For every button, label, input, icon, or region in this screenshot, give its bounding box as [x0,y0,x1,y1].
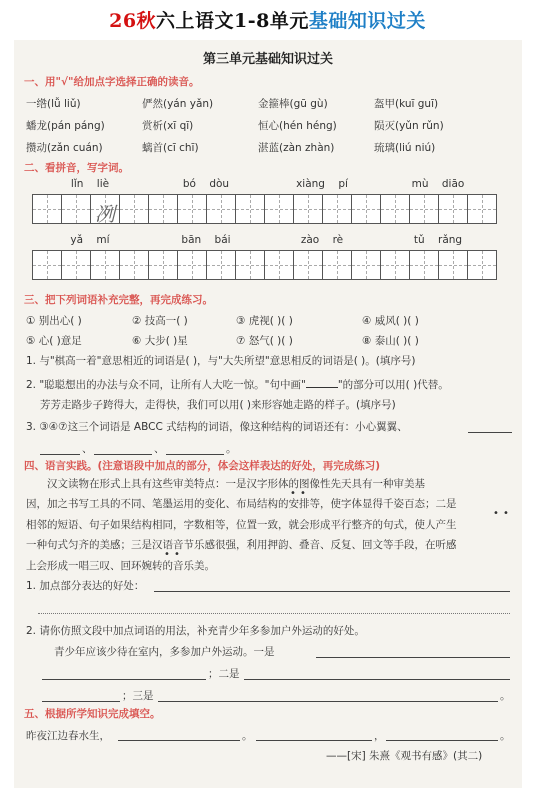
char-box[interactable] [380,250,410,280]
answer-line[interactable] [38,613,510,614]
idiom-blank[interactable]: ⑥ 大步( )星 [132,335,188,347]
idiom-blank[interactable]: ② 技高一( ) [132,315,188,327]
pinyin-group [148,234,264,280]
separator: 、 [82,443,93,455]
pinyin-option[interactable]: 攒动(zǎn cuán) [26,142,103,154]
header-topic: 基础知识过关 [308,10,426,32]
poem-line: 昨夜江边春水生， [26,730,110,742]
worksheet-title: 第三单元基础知识过关 [202,52,333,67]
passage-line: 汉文读物在形式上具有这些审美特点：一是汉字形体的图像性先天具有一种审美基 [47,478,425,490]
pinyin-group [32,234,148,280]
answer-line[interactable] [244,679,510,680]
poem-source: ——[宋] 朱熹《观书有感》(其二) [326,750,483,762]
char-box[interactable] [293,194,323,224]
char-box[interactable] [148,250,178,280]
label-two: ；二是 [208,668,240,680]
header-term: 26秋 [109,10,157,32]
char-box[interactable] [293,250,323,280]
answer-line[interactable] [316,657,510,658]
separator: 。 [500,730,511,742]
char-box[interactable] [380,194,410,224]
char-box[interactable] [206,194,236,224]
answer-line[interactable] [166,454,224,455]
passage [26,494,511,576]
question-3-3: 3. ③④⑦这三个词语是 ABCC 式结构的词语，像这种结构的词语还有：小心翼翼、 [26,421,408,433]
char-box[interactable] [32,194,62,224]
pinyin-label: xiàng pí [296,178,348,190]
emphasis-dot: • [300,488,306,499]
pinyin-option[interactable]: 俨然(yán yǎn) [142,98,214,110]
char-box[interactable] [438,194,468,224]
separator: ， [374,730,385,742]
question-4-1: 1. 加点部分表达的好处： [26,580,145,592]
char-box[interactable] [90,250,120,280]
pinyin-option[interactable]: 金箍棒(gū gù) [258,98,328,110]
emphasis-dot: • [164,549,170,560]
pinyin-group [380,234,496,280]
pinyin-option[interactable]: 一绺(lǚ liǔ) [26,98,81,110]
char-box[interactable] [235,250,265,280]
pinyin-group [264,234,380,280]
char-box[interactable] [322,194,352,224]
pinyin-option[interactable]: 蟠龙(pán páng) [26,120,105,132]
char-box[interactable] [322,250,352,280]
emphasis-dot: • [493,508,499,519]
passage [26,474,511,495]
question-3-1: 1. 与"棋高一着"意思相近的词语是( )，与"大失所望"意思相反的词语是( )。(填序号) [26,355,416,367]
char-box[interactable] [119,250,149,280]
idiom-blank[interactable]: ④ 威风( )( ) [362,315,419,327]
pinyin-label: bān bái [181,234,231,246]
pinyin-label: yǎ mí [70,234,110,246]
pinyin-label: zào rè [300,234,344,246]
idiom-blank[interactable]: ③ 虎视( )( ) [236,315,293,327]
emphasis-dot: • [174,549,180,560]
pinyin-option[interactable]: 赏析(xī qī) [142,120,194,132]
section3-title: 三、把下列词语补充完整，再完成练习。 [24,294,213,306]
idiom-blank[interactable]: ⑤ 心( )意足 [26,335,82,347]
answer-line[interactable] [386,740,498,741]
pinyin-option[interactable]: 螭首(cī chī) [142,142,199,154]
passage-line: 相邻的短语、句子如果结构相同，字数相等，位置一致，就会形成平行整齐的句式，使人产生 [26,518,457,531]
label-three: ；三是 [122,690,154,702]
char-box[interactable] [61,250,91,280]
answer-line[interactable] [42,701,120,702]
pinyin-option[interactable]: 琉璃(liú niú) [374,142,436,154]
answer-line[interactable] [154,591,510,592]
section4-title: 四、语言实践。(注意语段中加点的部分，体会这样表达的好处，再完成练习) [24,460,381,472]
answer-line[interactable] [94,454,152,455]
emphasis-dot: • [503,508,509,519]
section2-title: 二、看拼音，写字词。 [24,162,129,174]
section5-title: 五、根据所学知识完成填空。 [24,708,161,720]
header-grade: 六上语文1-8单元 [156,10,309,32]
passage-line: 一种句式匀齐的美感；三是汉语音节乐感很强，利用押韵、叠音、反复、回文等手段，在听感 [26,539,457,551]
passage-line: 因，加之书写工具的不同、笔墨运用的变化、布局结构的安排等，使字体显得千姿百态；二是 [26,498,457,510]
page-header [0,6,535,33]
pinyin-label: bó dòu [182,178,230,190]
question-4-2: 2. 请你仿照文段中加点词语的用法，补充青少年多参加户外运动的好处。 [26,625,365,637]
answer-line[interactable] [118,740,240,741]
char-box[interactable] [264,194,294,224]
pinyin-label: mù diāo [411,178,465,190]
char-box[interactable] [409,194,439,224]
separator: 。 [500,690,511,702]
separator: 。 [226,443,237,455]
char-box[interactable] [177,194,207,224]
idiom-blank[interactable]: ⑧ 泰山( )( ) [362,335,419,347]
pinyin-option[interactable]: 盔甲(kuī guī) [374,98,439,110]
separator: 。 [242,730,253,742]
idiom-blank[interactable]: ⑦ 怒气( )( ) [236,335,293,347]
char-box[interactable] [32,250,62,280]
pinyin-group [380,178,496,224]
char-box[interactable] [264,250,294,280]
pinyin-option[interactable]: 陨灭(yǔn rǔn) [374,120,444,132]
answer-line[interactable] [256,740,372,741]
question-4-2-prompt: 青少年应该少待在室内，多参加户外运动。一是 [54,646,275,658]
answer-line[interactable] [40,454,80,455]
pinyin-option[interactable]: 湛蓝(zàn zhàn) [258,142,335,154]
pinyin-group [148,178,264,224]
char-box[interactable] [177,250,207,280]
char-box[interactable] [206,250,236,280]
char-box[interactable] [148,194,178,224]
char-box[interactable]: 冽 [90,194,120,224]
question-3-2-cont: 芳芳走路步子跨得大，走得快，我们可以用( )来形容她走路的样子。(填序号) [40,399,396,411]
emphasis-dot: • [290,488,296,499]
idiom-blank[interactable]: ① 别出心( ) [26,315,82,327]
answer-line[interactable] [158,701,498,702]
separator: 、 [154,443,165,455]
char-box[interactable] [119,194,149,224]
char-box[interactable] [235,194,265,224]
char-box[interactable] [409,250,439,280]
answer-line[interactable] [468,432,512,433]
pinyin-group [32,178,148,224]
pinyin-group [264,178,380,224]
char-box[interactable] [351,194,381,224]
passage-line: 上会形成一唱三叹、回环婉转的音乐美。 [26,559,215,572]
char-box[interactable] [61,194,91,224]
pinyin-label: lǐn liè [70,178,110,190]
char-box[interactable] [467,194,497,224]
pinyin-option[interactable]: 恒心(hén héng) [258,120,337,132]
char-box[interactable] [467,250,497,280]
question-3-2: 2. "聪聪想出的办法与众不同，让所有人大吃一惊。"句中画" "的部分可以用( )代替。 [26,375,449,392]
pinyin-label: tǔ rǎng [413,234,463,246]
char-box[interactable] [438,250,468,280]
section1-title: 一、用"√"给加点字选择正确的读音。 [24,76,200,88]
char-box[interactable] [351,250,381,280]
answer-line[interactable] [42,679,206,680]
worksheet [14,40,522,788]
